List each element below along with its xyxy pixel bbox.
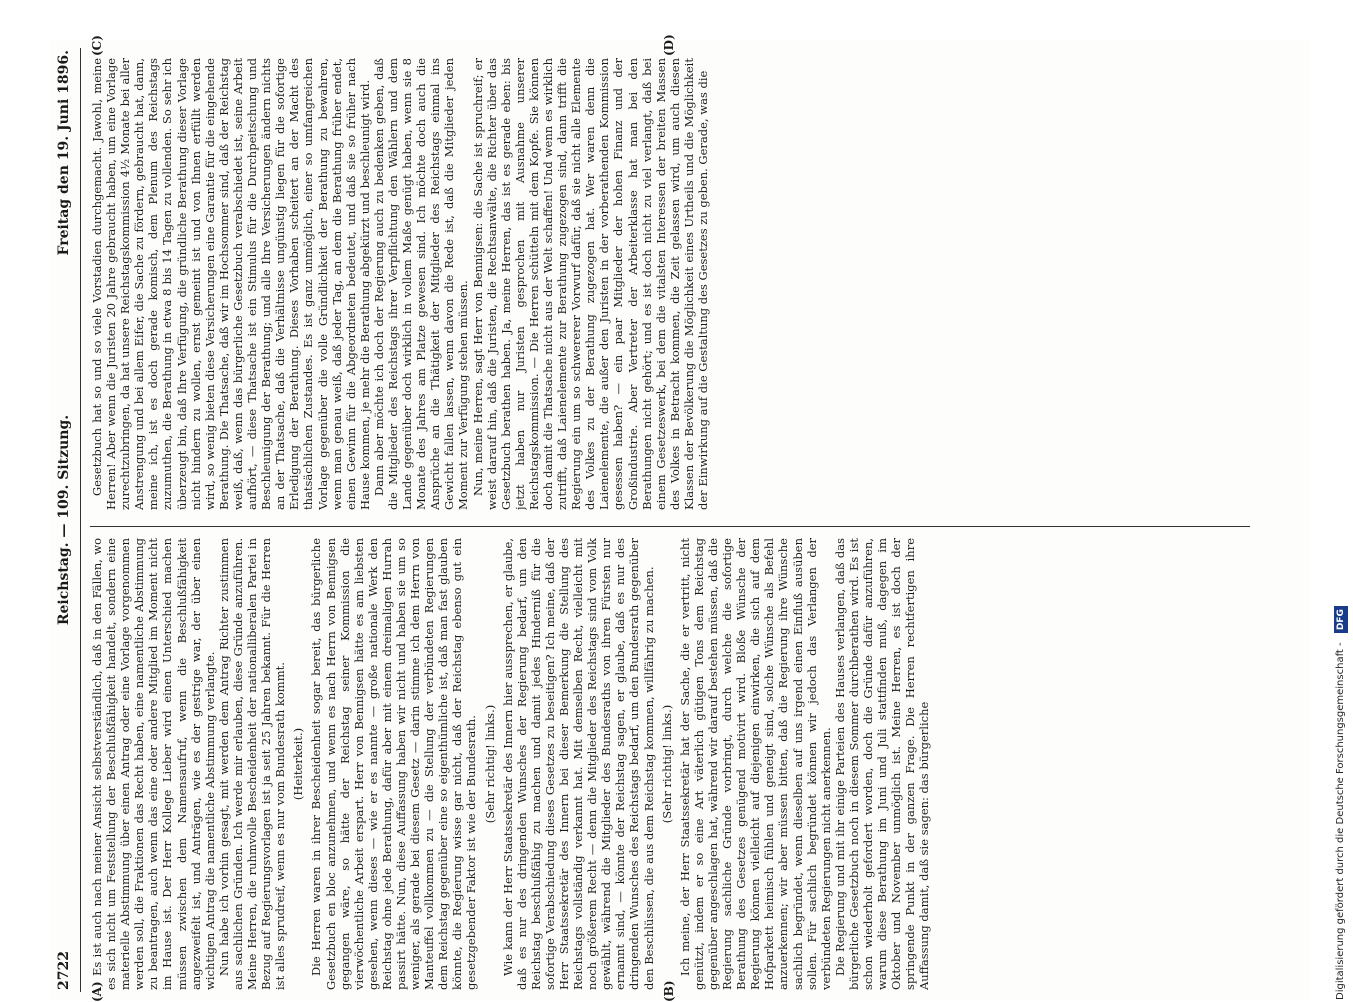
paragraph: Die Regierung und mit ihr einige Parteien des Hauses verlangen, daß das bürgerliche Gesetzbuch noch in diesem Sommer durchberathen wird. Es ist schon wiederholt gefordert worden, doch die Gründe dafür anzuführen, warum diese Berathung im Juni und Juli stattfinden muß, dagegen im Oktober und November unmöglich ist. Meine Herren, es ist doch der springende Punkt in der ganzen Frage. Die Herren rechtfertigen ihre Auffassung damit, daß sie sagen: das bürgerliche [833, 538, 932, 990]
paragraph: Ich meine, der Herr Staatssekretär hat der Sache, die er vertritt, nicht genützt, indem er so eine Art väterlich gütigen Tons dem Reichstag gegenüber angeschlagen hat, während wir darauf bestehen müssen, daß die Regierung sachliche Gründe vorbringt, durch welche die sofortige Berathung des Gesetzes genügend motivirt wird. Bloße Wünsche der Regierung können vielleicht auf diejenigen einwirken, die sich auf dem Hofparkett heimisch fühlen und geneigt sind, solche Wünsche als Befehl anzuerkennen; wir aber müssen bitten, daß die Regierung ihre Wünsche sachlich begründet, wenn dieselben auf uns irgend einen Einfluß ausüben sollen. Für sachlich begründet können wir jedoch das Verlangen der verbündeten Regierungen nicht anerkennen. [678, 538, 833, 990]
interjection: (Heiterkeit.) [291, 538, 305, 990]
header-rule [80, 48, 81, 992]
dfg-logo: DFG [1334, 606, 1348, 633]
margin-marker-d: (D) [662, 34, 676, 56]
right-column [90, 58, 1250, 510]
left-column [90, 538, 1250, 990]
running-head [56, 50, 80, 990]
page-number: 2722 [56, 951, 72, 990]
paragraph: Nun habe ich vorhin gesagt, mit werden dem Antrag Richter zustimmen aus sachlichen Gründen. Ich werde mir erlauben, diese Gründe anzuführen. Meine Herren, die ruhmvolle Bescheidenheit der nationalliberalen Partei in Bezug auf Regierungsvorlagen ist ja seit 25 Jahren bekannt. Für die Herren ist alles sprudreif, wenn es nur vom Bundesrath kommt. [217, 538, 287, 990]
paragraph: Nun, meine Herren, sagt Herr von Bennigsen: die Sache ist spruchreif; er weist darauf hin, daß die Juristen, die Rechtsanwälte, die Richter über das Gesetzbuch berathen haben. Ja, meine Herren, das ist es gerade eben: bis jetzt haben nur Juristen gesprochen mit Ausnahme unserer Reichstagskommission. — Die Herren schütteln mit dem Kopfe. Sie können doch damit die Thatsache nicht aus der Welt schaffen! Und wenn es wirklich zutrifft, daß Laienelemente zur Berathung zugezogen sind, dann trifft die Regierung ein um so schwererer Vorwurf dafür, daß sie nicht alle Elemente des Volkes zu der Berathung zugezogen hat. Wer waren denn die Laienelemente, die außer den Juristen in der vorberathenden Kommission gesessen haben? — ein paar Mitglieder der hohen Finanz und der Großindustrie. Aber Vertreter der Arbeiterklasse hat man bei den Berathungen nicht gehört; und es ist doch nicht zu viel verlangt, daß bei einem Gesetzeswerk, bei dem die vitalsten Interessen der breiten Massen des Volkes in Betracht kommen, die Zeit gelassen wird, um auch diesen Klassen der Bevölkerung die Möglichkeit eines Urtheils und die Möglichkeit der Einwirkung auf die Gestaltung des Gesetzes zu geben. Gerade, was die [471, 58, 711, 510]
paragraph: Gesetzbuch hat so und so viele Vorstadien durchgemacht. Jawohl, meine Herren! Aber wenn die Juristen 20 Jahre gebraucht haben, um eine Vorlage zurechtzubringen, da hat unsere Reichstagskommission 4½ Monate bei aller Anstrengung und bei allem Eifer, die Sache zu fördern, gebraucht hat, dann, meine ich, ist es doch gerade komisch, dem Plenum des Reichstags zuzumuthen, die Berathung in etwa 8 bis 14 Tagen zu vollenden. So sehr ich überzeugt bin, daß Ihre Verfügung, die gründliche Berathung dieser Vorlage nicht hindern zu wollen, ernst gemeint ist und von Ihnen erfüllt werden wird, so wenig bieten diese Versicherungen eine Garantie für die eingehende Berathung. Die Thatsache, daß wir im Hochsommer sind, daß der Reichstag weiß, daß, wenn das bürgerliche Gesetzbuch verabschiedet ist, seine Arbeit aufhört, — diese Thatsache ist ein Stimulus für die Durchpeitschung und Beschleunigung der Berathung; und alle Ihre Versicherungen ändern nichts an der Thatsache, daß die Verhältnisse ungünstig liegen für die sofortige Erledigung der Berathung. Dieses Vorhaben scheitert an der Macht des thatsächlichen Zustandes. Es ist ganz unmöglich, einer so umfangreichen Vorlage gegenüber die volle Gründlichkeit der Berathung zu bewahren, wenn man genau weiß, daß jeder Tag, an dem die Berathung früher endet, einen Gewinn für die Abgeordneten bedeutet, und daß sie so früher nach Hause kommen, je mehr die Berathung abgekürzt und beschleunigt wird. [90, 58, 372, 510]
paragraph: Dann aber möchte ich doch der Regierung auch zu bedenken geben, daß die Mitglieder des Reichstags ihrer Verpflichtung den Wählern und dem Lande gegenüber doch wirklich in vollem Maße genügt haben, wenn sie 8 Monate des Jahres am Platze gewesen sind. Ich möchte doch auch die Ansprüche an die Thätigkeit der Mitglieder des Reichstags einmal ins Gewicht fallen lassen, wenn davon die Rede ist, daß die Mitglieder jeden Moment zur Verfügung stehen müssen. [372, 58, 471, 510]
interjection: (Sehr richtig! links.) [483, 538, 497, 990]
page-title: Reichstag. — 109. Sitzung. [56, 50, 72, 990]
footer-text: Digitalisierung gefördert durch die Deutsche Forschungsgemeinschaft - [1335, 642, 1346, 1000]
interjection: (Sehr richtig! links.) [660, 538, 674, 990]
margin-marker-a: (A) [90, 981, 104, 1002]
paragraph: Die Herren waren in ihrer Bescheidenheit sogar bereit, das bürgerliche Gesetzbuch en bloc anzunehmen, und wenn es nach Herrn von Bennigsen gegangen wäre, so hätte der Reichstag seiner Kommission die vierwöchentliche Arbeit erspart. Herr von Bennigsen hätte es am liebsten gesehen, wenn dieses — wie er es nannte — große nationale Werk den Reichstag ohne jede Berathung, dafür aber mit einem dreimaligen Hurrah passirt hätte. Nun, diese Auffassung haben wir nicht und haben sie um so weniger, als gerade bei diesem Gesetz — darin stimme ich dem Herrn von Manteuffel vollkommen zu — die Stellung der verbündeten Regierungen dem Reichstag gegenüber eine so eigenthümliche ist, daß man fast glauben könnte, die Regierung wisse gar nicht, daß der Reichstag ebenso gut ein gesetzgebender Faktor ist wie der Bundesrath. [309, 538, 478, 990]
session-date: Freitag den 19. Juni 1896. [56, 50, 72, 256]
margin-marker-c: (C) [90, 35, 104, 56]
margin-marker-b: (B) [662, 981, 676, 1002]
digitization-footer [1330, 0, 1352, 1000]
paragraph: Es ist auch nach meiner Ansicht selbstverständlich, daß in den Fällen, wo es sich nicht um Feststellung der Beschlußfähigkeit handelt, sondern eine materielle Abstimmung über einen Antrag oder eine Vorlage vorgenommen werden soll, die Fraktionen das Recht haben, eine namentliche Abstimmung zu beantragen, auch wenn das eine oder andere Mitglied im Moment nicht im Hause ist. Der Herr Kollege Lieber wird einen Unterschied machen müssen zwischen dem Namensaufruf, wenn die Beschlußfähigkeit angezweifelt ist, und Anträgen, wie es der gestrige war, der über einen wichtigen Antrag die namentliche Abstimmung verlangte. [90, 538, 217, 990]
paragraph: Wie kann der Herr Staatssekretär des Innern hier aussprechen, er glaube, daß es nur des dringenden Wunsches der Regierung bedarf, um den Reichstag beschlußfähig zu machen und damit jedes Hinderniß für die sofortige Verabschiedung dieses Gesetzes zu beseitigen? Ich meine, daß der Herr Staatssekretär des Innern bei dieser Bemerkung die Stellung des Reichstags vollständig verkannt hat. Mit demselben Recht, vielleicht mit noch größerem Recht — denn die Mitglieder des Reichstags sind vom Volk gewählt, während die Mitglieder des Bundesraths von ihren Fürsten nur ernannt sind, — könnte der Reichstag sagen, er glaube, daß es nur des dringenden Wunsches des Reichstags bedarf, um den Bundesrath gegenüber den Beschlüssen, die aus dem Reichstag kommen, willfährig zu machen. [501, 538, 656, 990]
column-divider [90, 526, 1250, 527]
rotated-document-page [50, 40, 1310, 1000]
